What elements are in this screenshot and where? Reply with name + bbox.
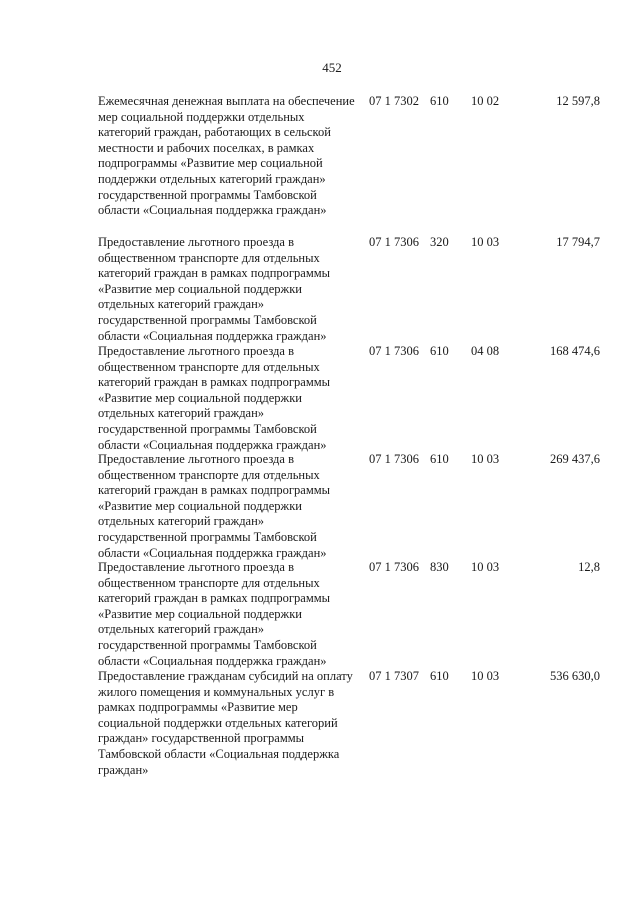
target-article-code: 07 1 7306: [369, 344, 419, 358]
target-article-code: 07 1 7306: [369, 560, 419, 574]
amount-value: 536 630,0: [550, 669, 600, 683]
amount-value: 12,8: [578, 560, 600, 574]
section-subsection-code: 10 03: [471, 560, 500, 574]
row-description: Предоставление льготного проезда в общественном транспорте для отдельных категорий граждан в рамках подпрограммы «Развитие мер социальной поддержки отдельных категорий граждан» государственной программы Тамбовской области «Социальная поддержка граждан»: [98, 235, 331, 343]
target-article-code: 07 1 7302: [369, 94, 419, 108]
target-article-code: 07 1 7306: [369, 235, 419, 249]
row-description: Ежемесячная денежная выплата на обеспечение мер социальной поддержки отдельных категорий граждан, работающих в сельской местности и рабочих поселках, в рамках подпрограммы «Развитие мер социальной поддержки отдельных категорий граждан» государственной программы Тамбовской области «Социальная поддержка граждан»: [98, 94, 355, 218]
row-description: Предоставление льготного проезда в общественном транспорте для отдельных категорий граждан в рамках подпрограммы «Развитие мер социальной поддержки отдельных категорий граждан» государственной программы Тамбовской области «Социальная поддержка граждан»: [98, 560, 331, 668]
amount-value: 168 474,6: [550, 344, 600, 358]
row-description: Предоставление льготного проезда в общественном транспорте для отдельных категорий граждан в рамках подпрограммы «Развитие мер социальной поддержки отдельных категорий граждан» государственной программы Тамбовской области «Социальная поддержка граждан»: [98, 452, 331, 560]
row-description: Предоставление гражданам субсидий на оплату жилого помещения и коммунальных услуг в рамках подпрограммы «Развитие мер социальной поддержки отдельных категорий граждан» государственной программы Тамбовской области «Социальная поддержка граждан»: [98, 669, 353, 777]
expense-type-code: 610: [430, 344, 449, 358]
amount-value: 12 597,8: [556, 94, 600, 108]
section-subsection-code: 10 02: [471, 94, 500, 108]
target-article-code: 07 1 7307: [369, 669, 419, 683]
amount-value: 17 794,7: [556, 235, 600, 249]
row-description: Предоставление льготного проезда в общественном транспорте для отдельных категорий граждан в рамках подпрограммы «Развитие мер социальной поддержки отдельных категорий граждан» государственной программы Тамбовской области «Социальная поддержка граждан»: [98, 344, 331, 452]
amount-value: 269 437,6: [550, 452, 600, 466]
section-subsection-code: 10 03: [471, 669, 500, 683]
expense-type-code: 610: [430, 452, 449, 466]
section-subsection-code: 10 03: [471, 235, 500, 249]
expense-type-code: 610: [430, 669, 449, 683]
expense-type-code: 320: [430, 235, 449, 249]
page-number: 452: [322, 60, 342, 75]
section-subsection-code: 10 03: [471, 452, 500, 466]
expense-type-code: 830: [430, 560, 449, 574]
target-article-code: 07 1 7306: [369, 452, 419, 466]
section-subsection-code: 04 08: [471, 344, 500, 358]
expense-type-code: 610: [430, 94, 449, 108]
